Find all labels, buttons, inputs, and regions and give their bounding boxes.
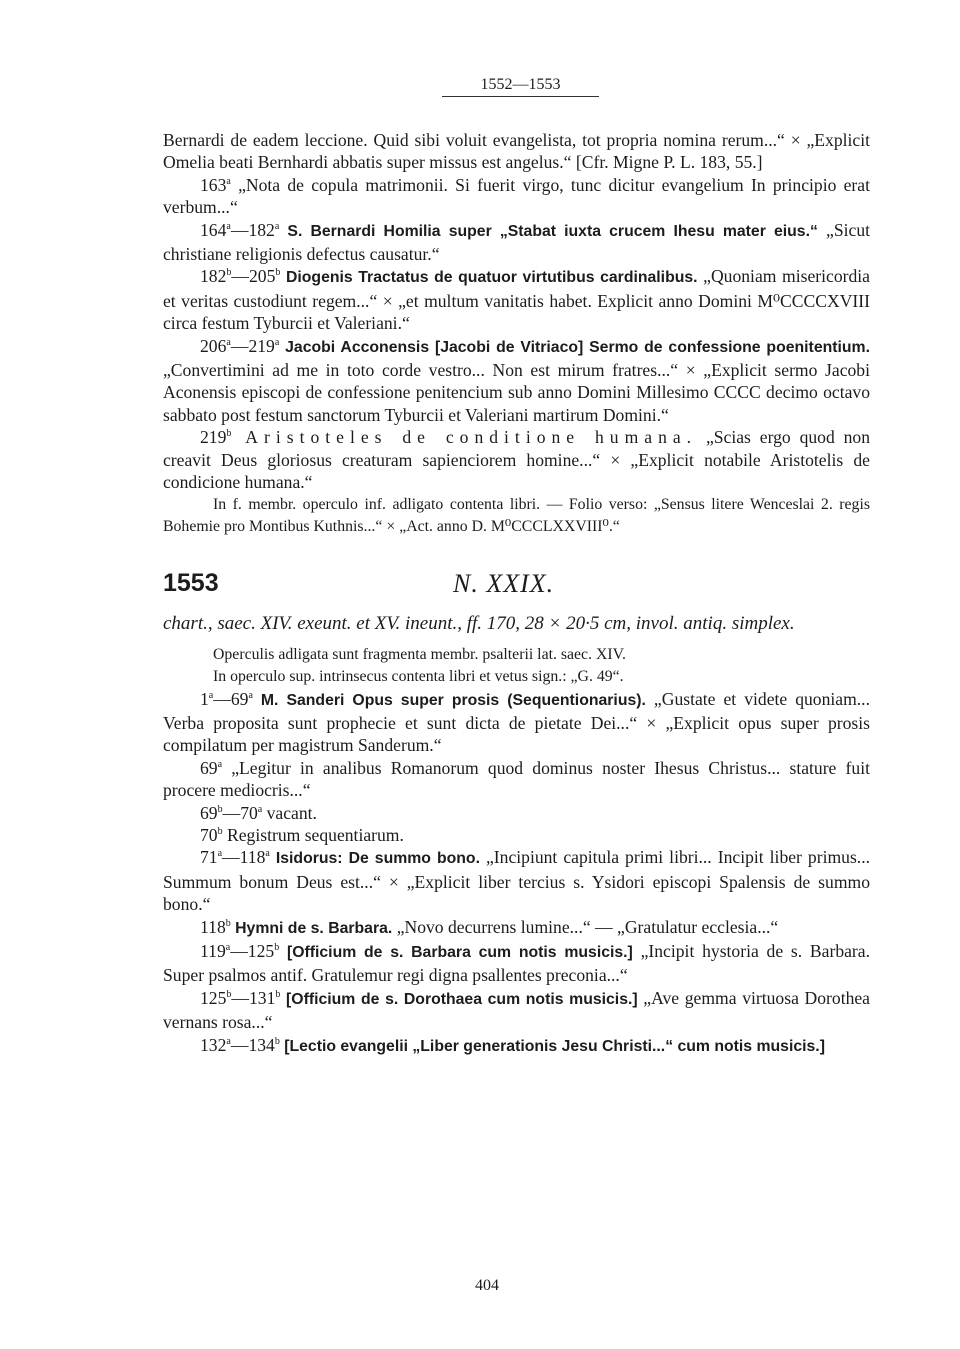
paragraph: 219$^b$ Aristoteles de conditione humana. „Scias ergo quod non creavit Deus gloriosus creaturam sapienciorem homine...“ × „Explicit notabile Aristotelis de condicione humana.“: [163, 427, 871, 493]
paragraph: Bernardi de eadem leccione. Quid sibi voluit evangelista, tot propria nomina rerum...“ × „Explicit Omelia beati Bernhardi abbatis super missus est angelus.“ [Cfr. Migne P. L. 183, 55.]: [163, 130, 870, 173]
shelfmark: N. XXIX.: [453, 568, 555, 598]
note: Operculis adligata sunt fragmenta membr. psalterii lat. saec. XIV.: [213, 645, 626, 663]
page-number: 404: [475, 1277, 499, 1294]
entry-number: 1553: [163, 568, 219, 597]
paragraph: In f. membr. operculo inf. adligato contenta libri. — Folio verso: „Sensus litere Wenceslai 2. regis Bohemie pro Montibus Kuthnis...“ × „Act. anno D. M⁰CCCLXXVIII⁰.“: [163, 495, 870, 535]
paragraph: 118$^b$ Hymni de s. Barbara. „Novo decurrens lumine...“ — „Gratulatur ecclesia...“: [200, 916, 779, 937]
paragraph: 70$^b$ Registrum sequentiarum.: [200, 824, 404, 845]
paragraph: 163$^a$ „Nota de copula matrimonii. Si fuerit virgo, tunc dicitur evangelium In principio erat verbum...“: [163, 174, 870, 218]
codex-description: chart., saec. XIV. exeunt. et XV. ineunt., ff. 170, 28 × 20·5 cm, invol. antiq. simplex.: [163, 612, 795, 634]
paragraph: 164$^a$—182$^a$ S. Bernardi Homilia super „Stabat iuxta crucem Ihesu mater eius.“ „Sicut christiane religionis defectus causatur.“: [163, 219, 870, 265]
paragraph: 125$^b$—131$^b$ [Officium de s. Dorothaea cum notis musicis.] „Ave gemma virtuosa Dorothea vernans rosa...“: [163, 987, 870, 1033]
paragraph: 206$^a$—219$^a$ Jacobi Acconensis [Jacobi de Vitriaco] Sermo de confessione poenitentium. „Convertimini ad me in toto corde vestro... Non est mirum fratres...“ × „Explicit sermo Jacobi Aconensis episcopi de confessione penitencium sub anno Domini Millesimo CCCC decimo octavo sabbato post festum sanctorum Tyburcii et Valeriani martirum Domini.“: [163, 335, 870, 425]
paragraph: 71$^a$—118$^a$ Isidorus: De summo bono. „Incipiunt capitula primi libri... Incipit liber primus... Summum bonum Deus est...“ × „Explicit liber tercius s. Ysidori episcopi Spalensis de summo bono.“: [163, 847, 871, 915]
page-body: [163, 129, 870, 1058]
entry-heading: [163, 569, 870, 611]
paragraph: 119$^a$—125$^b$ [Officium de s. Barbara cum notis musicis.] „Incipit hystoria de s. Barbara. Super psalmos antif. Gratulemur regi digna psallentes preconia...“: [163, 940, 870, 986]
note: In operculo sup. intrinsecus contenta libri et vetus sign.: „G. 49“.: [213, 667, 624, 685]
paragraph: 69$^a$ „Legitur in analibus Romanorum quod dominus noster Ihesus Christus... stature fuit procere mediocris...“: [163, 757, 870, 801]
paragraph: 69$^b$—70$^a$ vacant.: [200, 802, 317, 823]
paragraph: 182$^b$—205$^b$ Diogenis Tractatus de quatuor virtutibus cardinalibus. „Quoniam misericordia et veritas custodiunt regem...“ × „et multum vanitatis habet. Explicit anno Domini M⁰CCCCXVIII circa festum Tyburcii et Valeriani.“: [163, 266, 870, 334]
paragraph: 1$^a$—69$^a$ M. Sanderi Opus super prosis (Sequentionarius). „Gustate et videte quoniam... Verba proposita sunt prophecie et sunt dicta de pietate Dei...“ × „Explicit opus super prosis compilatum per magistrum Sanderum.“: [163, 688, 870, 756]
running-header: 1552—1553: [442, 76, 599, 97]
paragraph: 132$^a$—134$^b$ [Lectio evangelii „Liber generationis Jesu Christi...“ cum notis musicis.]: [200, 1034, 825, 1055]
